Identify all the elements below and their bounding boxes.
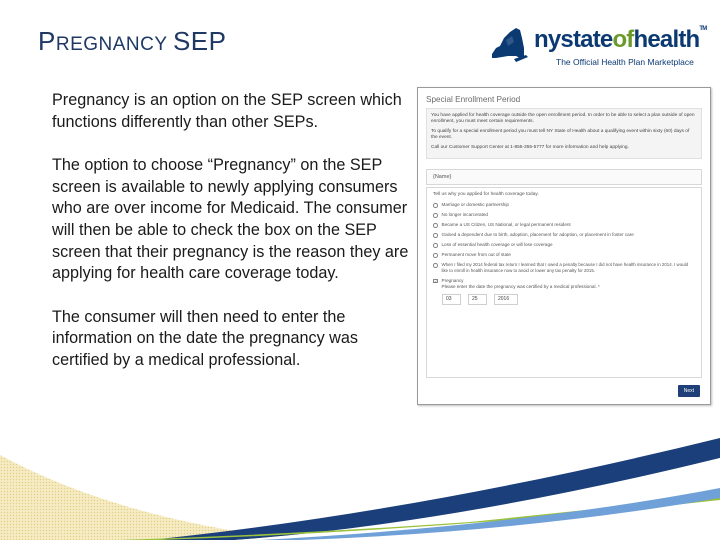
sep-notice-1: You have applied for health coverage outside the open enrollment period. In order to be able to select a plan outside of open enrollment, you must meet certain requirements.: [431, 113, 695, 125]
sep-option-incarceration[interactable]: [433, 212, 695, 218]
pregnancy-date-year-field[interactable]: 2016: [494, 294, 518, 305]
pregnancy-date-prompt: Please enter the date the pregnancy was certified by a medical professional. *: [441, 283, 600, 289]
sep-option-label: Loss of essential health coverage or will lose coverage: [441, 242, 553, 248]
pregnancy-date-day-field[interactable]: 25: [468, 294, 487, 305]
radio-button[interactable]: [433, 263, 438, 268]
sep-notice-box: [426, 108, 702, 159]
sep-screen-title: Special Enrollment Period: [426, 95, 521, 104]
sep-option-dependent[interactable]: [433, 232, 695, 238]
sep-screen-screenshot: [417, 87, 711, 405]
sep-option-citizenship[interactable]: [433, 222, 695, 228]
body-paragraph-1: Pregnancy is an option on the SEP screen which functions differently than other SEPs.: [52, 91, 402, 131]
sep-option-label: Gained a dependent due to birth, adoption, placement for adoption, or placement in foster care: [441, 232, 634, 238]
radio-button[interactable]: [433, 213, 438, 218]
radio-button[interactable]: [433, 223, 438, 228]
sep-notice-3: Call our Customer Support Center at 1-855-355-5777 for more information and help applying.: [431, 144, 629, 150]
sep-option-pregnancy-block: [442, 278, 696, 290]
sep-reasons-prompt: Tell us why you applied for health coverage today.: [433, 192, 539, 198]
sep-option-tax-penalty[interactable]: [433, 262, 695, 274]
logo-word-health: health: [633, 26, 700, 53]
pregnancy-date-fields: [442, 294, 695, 305]
sep-notice-2: To qualify for a special enrollment period you must tell NY State of Health about a qualifying event within sixty (60) days of the event.: [431, 128, 690, 141]
new-york-state-map-icon: [486, 24, 530, 68]
logo-tagline: The Official Health Plan Marketplace: [556, 57, 694, 67]
sep-option-label: When I filed my 2014 federal tax return I learned that I owed a penalty because I did not have health insurance in 2014. I would like to enroll in health insurance now to avoid or lower any tax penalty for 2015.: [441, 262, 689, 273]
nystateofhealth-logo: [484, 22, 706, 74]
sep-option-pregnancy[interactable]: [433, 278, 695, 290]
logo-word-of: of: [612, 26, 634, 53]
body-paragraph-2: The option to choose “Pregnancy” on the SEP screen is available to newly applying consumers who are over income for Medicaid. The consumer will then be able to check the box on the SEP screen that their pregnancy is the reason they are applying for health care coverage today.: [52, 156, 409, 283]
pregnancy-label: Pregnancy: [441, 277, 464, 283]
sep-option-loss-of-coverage[interactable]: [433, 242, 695, 248]
radio-button[interactable]: [433, 253, 438, 258]
sep-reasons-panel: [426, 187, 702, 378]
sep-option-label: Marriage or domestic partnership: [441, 202, 509, 208]
slide-title: [38, 26, 227, 57]
logo-tm: TM: [699, 26, 707, 32]
sep-option-label: Became a US Citizen, US National, or legal permanent resident: [441, 222, 571, 228]
sep-option-permanent-move[interactable]: [433, 252, 695, 258]
radio-button[interactable]: [433, 233, 438, 238]
radio-button[interactable]: [433, 203, 438, 208]
slide-title-rest: REGNANCY: [55, 34, 173, 55]
footer-decoration: [0, 400, 720, 540]
sep-option-label: No longer incarcerated: [441, 212, 488, 218]
pregnancy-checkbox[interactable]: ✓: [434, 278, 438, 284]
sep-option-label: Permanent move from out of state: [441, 252, 511, 258]
slide-title-initial: P: [38, 26, 56, 56]
body-paragraph-3: The consumer will then need to enter the information on the date the pregnancy was certified by a medical professional.: [52, 307, 358, 369]
slide-title-sep: SEP: [172, 26, 227, 56]
radio-button[interactable]: [433, 243, 438, 248]
sep-option-marriage[interactable]: [433, 202, 695, 208]
next-button[interactable]: Next: [678, 385, 700, 397]
logo-wordmark: [534, 26, 706, 54]
slide-body: [52, 90, 412, 394]
logo-word-nystate: nystate: [534, 26, 613, 53]
applicant-name-header: {Name}: [426, 169, 702, 185]
pregnancy-date-month-field[interactable]: 03: [442, 294, 461, 305]
